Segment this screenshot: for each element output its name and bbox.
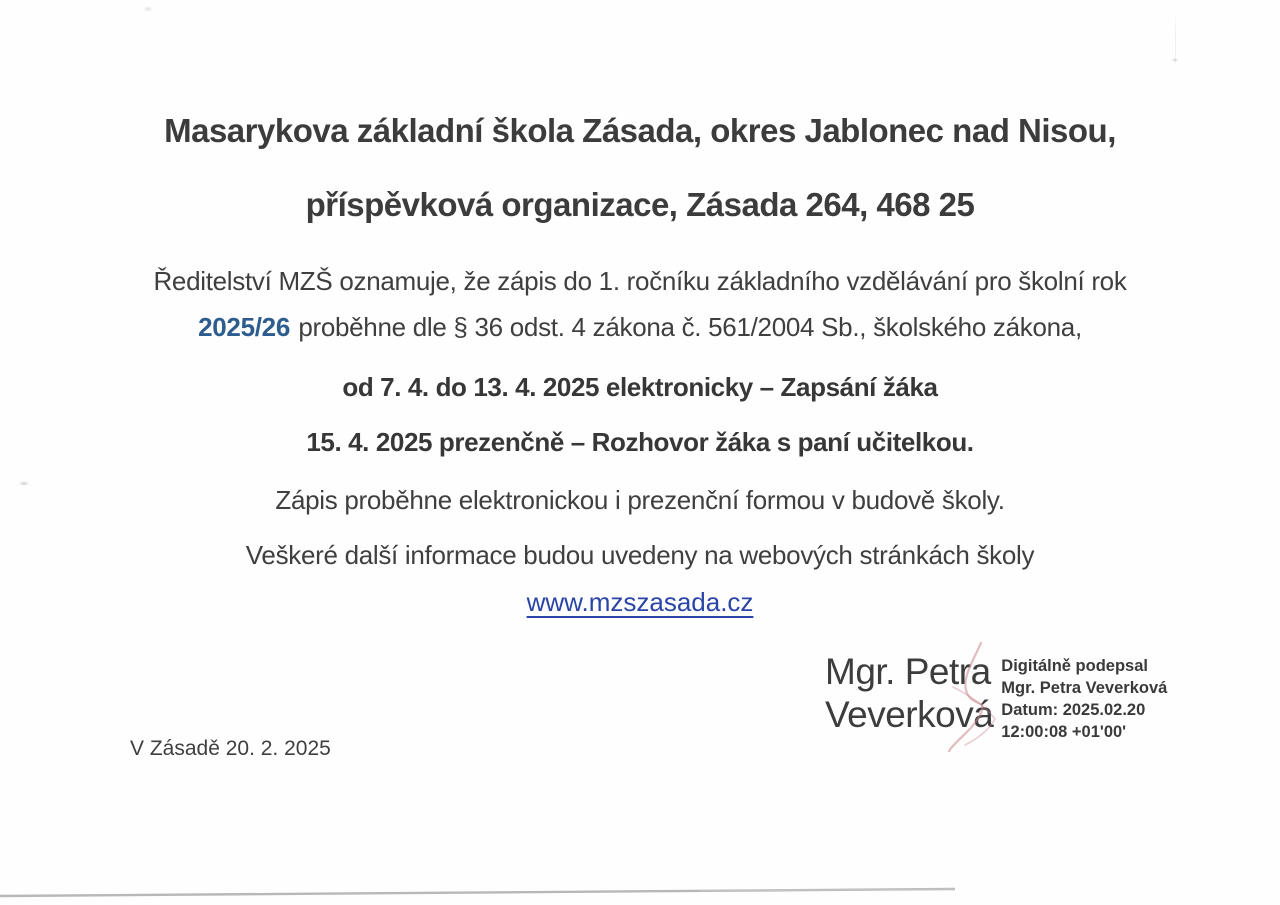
signature-details-line2: Mgr. Petra Veverková — [1001, 679, 1168, 697]
signature-details-line1: Digitálně podepsal — [1001, 657, 1148, 675]
info-website-line: Veškeré další informace budou uvedeny na webových stránkách školy — [245, 540, 1035, 570]
announcement-paragraph-line2-rest: proběhne dle § 36 odst. 4 zákona č. 561/2004 Sb., školského zákona, — [298, 312, 1082, 342]
document-title-line2: příspěvková organizace, Zásada 264, 468 25 — [305, 186, 975, 223]
announcement-paragraph-line2 — [0, 312, 1280, 343]
website-link[interactable]: www.mzszasada.cz — [526, 587, 754, 617]
signature-name-line1: Mgr. Petra — [825, 651, 991, 692]
website-link-row — [0, 587, 1280, 618]
school-year-highlight: 2025/26 — [198, 312, 290, 342]
signature-name — [825, 650, 993, 736]
scan-edge-artifact — [0, 884, 960, 900]
signature-details-line3: Datum: 2025.02.20 — [1001, 701, 1146, 719]
document-title-line1: Masarykova základní škola Zásada, okres Jablonec nad Nisou, — [164, 112, 1116, 149]
signature-details-line4: 12:00:08 +01'00' — [1001, 723, 1127, 741]
scan-speck-artifact — [143, 6, 153, 12]
signature-details — [1001, 650, 1167, 743]
signature-name-line2: Veverková — [825, 694, 994, 735]
info-format-line: Zápis proběhne elektronickou i prezenční formou v budově školy. — [275, 485, 1005, 515]
scan-speck-artifact — [18, 481, 30, 486]
announcement-paragraph-line1: Ředitelství MZŠ oznamuje, že zápis do 1. ročníku základního vzdělávání pro školní rok — [153, 266, 1127, 296]
scan-speck-artifact — [1168, 12, 1182, 72]
place-and-date: V Zásadě 20. 2. 2025 — [130, 737, 331, 760]
digital-signature-block — [825, 650, 1167, 743]
schedule-electronic-line: od 7. 4. do 13. 4. 2025 elektronicky – Zapsání žáka — [342, 372, 938, 402]
schedule-inperson-line: 15. 4. 2025 prezenčně – Rozhovor žáka s paní učitelkou. — [306, 427, 974, 457]
